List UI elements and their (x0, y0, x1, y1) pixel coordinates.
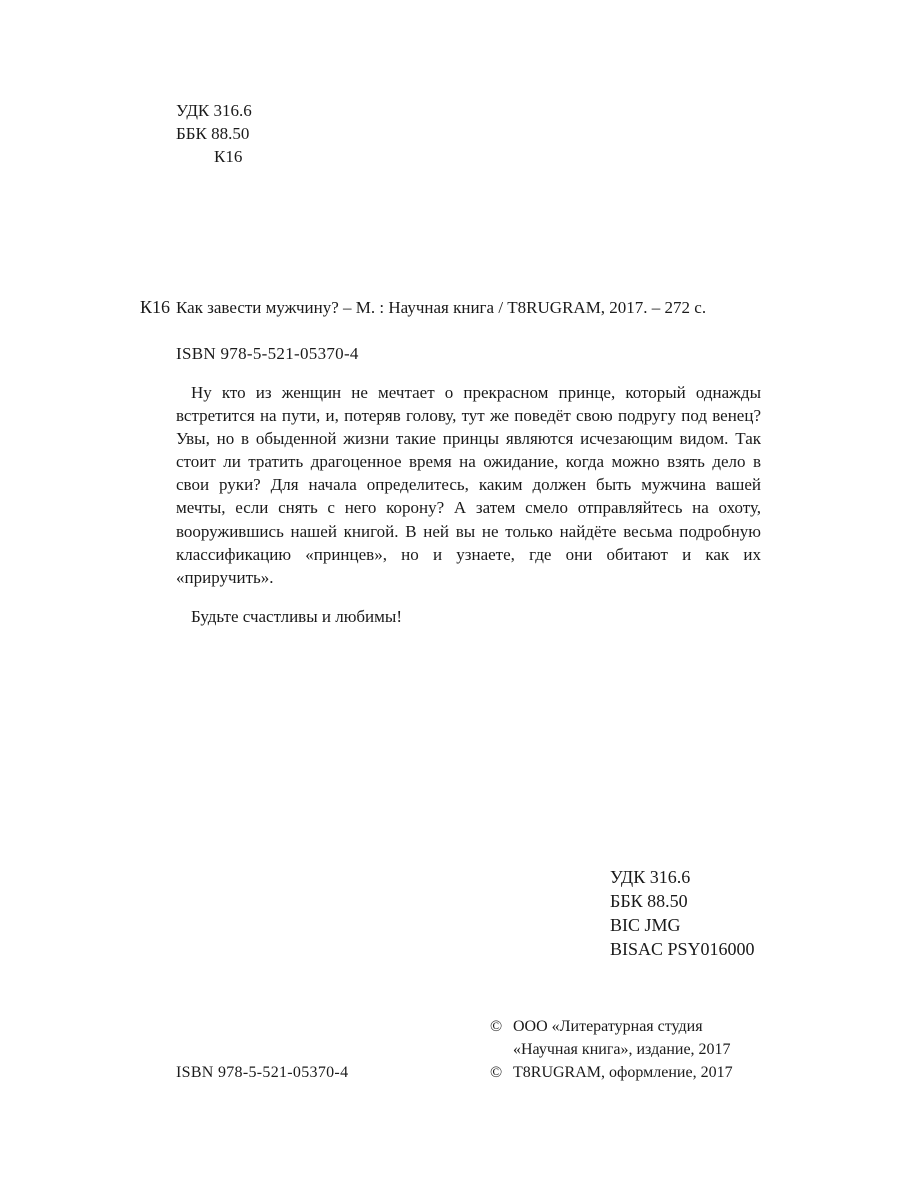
biblio-author-mark: К16 (140, 297, 171, 317)
copyright-holder-1: ООО «Литературная студия (513, 1018, 703, 1035)
copyright-symbol-2: © (490, 1064, 503, 1081)
classification-block-bottom (610, 866, 755, 962)
copyright-row-2: «Научная книга», издание, 2017 (513, 1041, 731, 1058)
isbn-top: ISBN 978-5-521-05370-4 (176, 344, 359, 363)
copyright-row-3 (490, 1061, 733, 1084)
udk-code: УДК 316.6 (176, 101, 252, 120)
bic-code: BIC JMG (610, 915, 681, 935)
bbk-code: ББК 88.50 (176, 124, 250, 143)
classification-block-top (176, 99, 252, 168)
copyright-symbol: © (490, 1018, 503, 1035)
author-mark: К16 (214, 147, 243, 166)
bbk-code-bottom: ББК 88.50 (610, 891, 688, 911)
udk-code-bottom: УДК 316.6 (610, 867, 691, 887)
isbn-bottom: ISBN 978-5-521-05370-4 (176, 1064, 349, 1081)
annotation-paragraph: Ну кто из женщин не мечтает о прекрасном принце, который однажды встретится на пути, и, потеряв голову, тут же поведёт свою подругу под венец? Увы, но в обыденной жизни такие принцы являются исчезающим видом. Так стоит ли тратить драгоценное время на ожидание, когда можно взять дело в свои руки? Для начала определитесь, каким должен быть мужчина вашей мечты, если снять с него корону? А затем смело отправляйтесь на охоту, вооружившись нашей книгой. В ней вы не только найдёте весьма подробную классификацию «принцев», но и узнаете, где они обитают и как их «приручить». (176, 383, 761, 587)
copyright-holder-2: T8RUGRAM, оформление, 2017 (513, 1064, 733, 1081)
copyright-block (490, 1015, 733, 1084)
bibliographic-description: Как завести мужчину? – М. : Научная книга / T8RUGRAM, 2017. – 272 с. (176, 298, 707, 317)
copyright-row-1 (490, 1015, 733, 1038)
closing-line: Будьте счастливы и любимы! (191, 607, 402, 626)
bisac-code: BISAC PSY016000 (610, 939, 755, 959)
